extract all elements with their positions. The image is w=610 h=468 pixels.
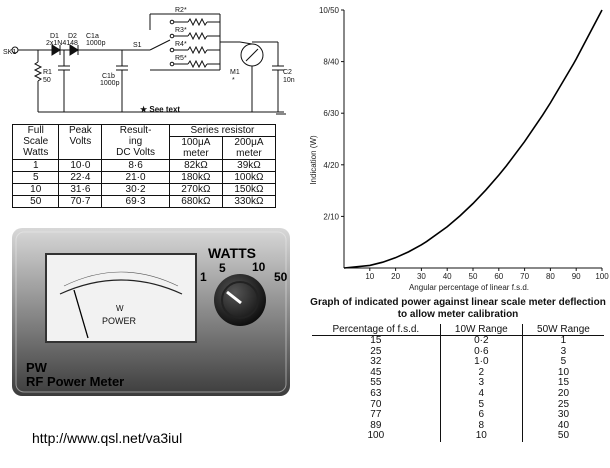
table-cell: 10 bbox=[13, 184, 59, 196]
graph-caption: Graph of indicated power against linear scale meter deflection to allow meter calibration bbox=[310, 297, 606, 320]
table-cell: 45 bbox=[370, 366, 382, 378]
table-cell: 25 bbox=[370, 345, 382, 357]
header-10w-range: 10W Range bbox=[440, 324, 522, 336]
resistor-table-body bbox=[13, 160, 276, 208]
header-peak-volts: Peak Volts bbox=[59, 125, 102, 160]
label-sk1: SK1 bbox=[3, 49, 17, 56]
schematic-note: ★ See text bbox=[140, 105, 181, 114]
table-cell: 70 bbox=[370, 398, 382, 410]
x-tick-label: 90 bbox=[571, 272, 581, 281]
resistor-table-row bbox=[13, 184, 276, 196]
label-r3: R3* bbox=[175, 27, 187, 34]
y-tick-label: 4/20 bbox=[323, 160, 339, 170]
y-tick-label: 8/40 bbox=[323, 57, 339, 67]
y-axis-label: Indication (W) bbox=[309, 135, 318, 185]
table-cell: 10·0 bbox=[59, 160, 102, 172]
table-cell: 20 bbox=[522, 389, 604, 400]
table-cell: 21·0 bbox=[102, 172, 170, 184]
label-c1b: C1b bbox=[102, 73, 115, 80]
table-cell: 180kΩ bbox=[169, 172, 222, 184]
x-tick-label: 100 bbox=[595, 272, 609, 281]
series-line bbox=[344, 10, 602, 268]
rf-power-meter-photo bbox=[12, 228, 290, 396]
label-c1a: C1a bbox=[86, 33, 99, 40]
table-cell: 10 bbox=[522, 368, 604, 379]
table-cell: 55 bbox=[370, 377, 382, 389]
x-tick-label: 70 bbox=[520, 272, 530, 281]
label-d1: D1 bbox=[50, 33, 59, 40]
label-c2-value: 10n bbox=[283, 77, 295, 84]
calibration-table-row bbox=[312, 389, 604, 400]
label-r5: R5* bbox=[175, 55, 187, 62]
header-percentage-fsd: Percentage of f.s.d. bbox=[312, 324, 440, 336]
calibration-table bbox=[312, 324, 604, 442]
table-cell: 8·6 bbox=[102, 160, 170, 172]
watts-label: WATTS bbox=[208, 245, 256, 261]
switch-position-10: 10 bbox=[252, 260, 266, 274]
dial-w-label: W bbox=[116, 304, 124, 313]
table-cell: 32 bbox=[370, 356, 382, 368]
table-cell: 70·7 bbox=[59, 196, 102, 208]
label-s1: S1 bbox=[133, 42, 142, 49]
calibration-table-row bbox=[312, 336, 604, 347]
table-cell: 77 bbox=[370, 409, 382, 421]
table-cell: 100kΩ bbox=[222, 172, 275, 184]
table-cell: 15 bbox=[370, 335, 382, 346]
table-cell: 22·4 bbox=[59, 172, 102, 184]
table-cell: 5 bbox=[440, 400, 522, 411]
y-tick-label: 6/30 bbox=[323, 109, 339, 119]
table-cell: 0·2 bbox=[440, 336, 522, 347]
switch-position-50: 50 bbox=[274, 270, 288, 284]
header-full-scale-watts: Full Scale Watts bbox=[13, 125, 59, 160]
series-resistor-table bbox=[12, 124, 276, 208]
table-cell: 10 bbox=[440, 431, 522, 442]
table-cell: 330kΩ bbox=[222, 196, 275, 208]
header-200ua-meter: 200μA meter bbox=[222, 137, 275, 160]
table-cell: 63 bbox=[370, 387, 382, 399]
label-m1: M1 bbox=[230, 69, 240, 76]
table-cell: 0·6 bbox=[440, 347, 522, 358]
x-tick-label: 30 bbox=[416, 272, 426, 281]
label-r1-value: 50 bbox=[43, 77, 51, 84]
label-r4: R4* bbox=[175, 41, 187, 48]
brand-rf-power-meter: RF Power Meter bbox=[26, 374, 125, 389]
label-diodes: 2x1N4148 bbox=[46, 40, 78, 47]
table-cell: 8 bbox=[440, 421, 522, 432]
y-tick-label: 10/50 bbox=[318, 6, 339, 15]
brand-pw: PW bbox=[26, 360, 47, 375]
table-cell: 3 bbox=[522, 347, 604, 358]
label-c1b-value: 1000p bbox=[100, 80, 120, 87]
x-tick-label: 40 bbox=[442, 272, 452, 281]
label-c1a-value: 1000p bbox=[86, 40, 106, 47]
table-cell: 1·0 bbox=[440, 357, 522, 368]
table-cell: 100 bbox=[367, 430, 385, 442]
x-axis-label: Angular percentage of linear f.s.d. bbox=[408, 283, 530, 292]
switch-position-5: 5 bbox=[219, 261, 226, 275]
table-cell: 31·6 bbox=[59, 184, 102, 196]
label-c2: C2 bbox=[283, 69, 292, 76]
table-cell: 30 bbox=[522, 410, 604, 421]
resistor-table-row bbox=[13, 196, 276, 208]
table-cell: 1 bbox=[522, 336, 604, 347]
x-tick-label: 80 bbox=[545, 272, 555, 281]
table-cell: 82kΩ bbox=[169, 160, 222, 172]
switch-position-1: 1 bbox=[200, 270, 207, 284]
x-tick-label: 10 bbox=[365, 272, 375, 281]
table-cell: 3 bbox=[440, 378, 522, 389]
table-cell: 680kΩ bbox=[169, 196, 222, 208]
resistor-table-row bbox=[13, 172, 276, 184]
table-cell: 270kΩ bbox=[169, 184, 222, 196]
table-cell: 50 bbox=[13, 196, 59, 208]
table-cell: 69·3 bbox=[102, 196, 170, 208]
calibration-table-body bbox=[312, 336, 604, 442]
table-cell: 5 bbox=[522, 357, 604, 368]
y-tick-label: 2/10 bbox=[323, 212, 339, 222]
x-tick-label: 50 bbox=[468, 272, 478, 281]
dial-power-label: POWER bbox=[102, 316, 137, 326]
table-cell: 30·2 bbox=[102, 184, 170, 196]
table-cell: 89 bbox=[370, 419, 382, 431]
table-cell: 25 bbox=[522, 400, 604, 411]
table-cell: 15 bbox=[522, 378, 604, 389]
header-50w-range: 50W Range bbox=[522, 324, 604, 336]
table-cell: 6 bbox=[440, 410, 522, 421]
x-tick-label: 20 bbox=[391, 272, 401, 281]
label-m1-star: * bbox=[232, 77, 235, 84]
table-cell: 50 bbox=[522, 431, 604, 442]
table-cell: 40 bbox=[522, 421, 604, 432]
calibration-table-row bbox=[312, 431, 604, 442]
table-cell: 1 bbox=[13, 160, 59, 172]
header-resulting-dc-volts: Result- ing DC Volts bbox=[102, 125, 170, 160]
header-100ua-meter: 100μA meter bbox=[169, 137, 222, 160]
label-r2: R2* bbox=[175, 7, 187, 14]
label-r1: R1 bbox=[43, 69, 52, 76]
table-cell: 4 bbox=[440, 389, 522, 400]
table-cell: 39kΩ bbox=[222, 160, 275, 172]
source-url[interactable]: http://www.qsl.net/va3iul bbox=[32, 430, 183, 446]
circuit-schematic bbox=[0, 0, 300, 122]
label-d2: D2 bbox=[68, 33, 77, 40]
resistor-table-row bbox=[13, 160, 276, 172]
table-cell: 5 bbox=[13, 172, 59, 184]
power-calibration-chart bbox=[302, 0, 610, 292]
header-series-resistor: Series resistor bbox=[169, 125, 275, 137]
table-cell: 150kΩ bbox=[222, 184, 275, 196]
x-tick-label: 60 bbox=[494, 272, 504, 281]
table-cell: 2 bbox=[440, 368, 522, 379]
